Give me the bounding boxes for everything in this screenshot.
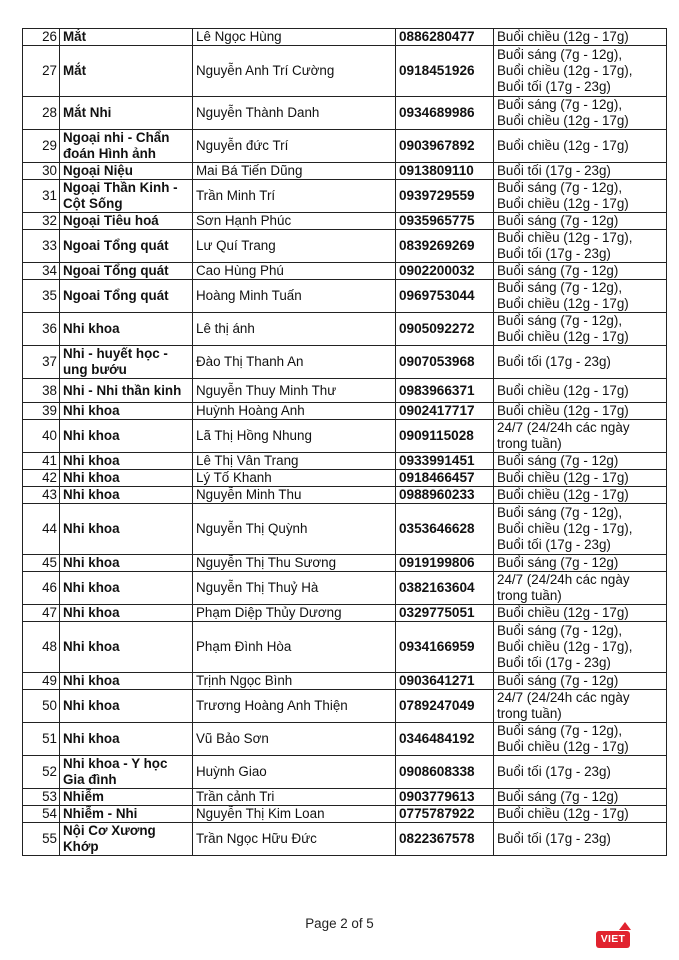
doctor-name-cell: Trương Hoàng Anh Thiện <box>193 690 396 723</box>
specialty-cell: Nhi khoa <box>60 690 193 723</box>
schedule-cell: Buổi sáng (7g - 12g) <box>494 555 667 572</box>
specialty-cell: Mắt <box>60 29 193 46</box>
viet-logo: VIET <box>596 931 630 948</box>
phone-cell: 0933991451 <box>396 453 494 470</box>
phone-cell: 0903779613 <box>396 789 494 806</box>
logo-mark-icon <box>619 922 631 930</box>
doctor-name-cell: Phạm Đình Hòa <box>193 622 396 673</box>
doctor-table-body <box>23 29 667 856</box>
table-row <box>23 723 667 756</box>
table-row <box>23 756 667 789</box>
row-number: 42 <box>23 470 60 487</box>
doctor-name-cell: Nguyễn Thị Thu Sương <box>193 555 396 572</box>
table-row <box>23 263 667 280</box>
page-number: Page 2 of 5 <box>305 916 374 931</box>
phone-cell: 0789247049 <box>396 690 494 723</box>
doctor-name-cell: Sơn Hạnh Phúc <box>193 213 396 230</box>
row-number: 26 <box>23 29 60 46</box>
table-row <box>23 605 667 622</box>
phone-cell: 0902200032 <box>396 263 494 280</box>
doctor-name-cell: Lý Tố Khanh <box>193 470 396 487</box>
doctor-name-cell: Phạm Diệp Thủy Dương <box>193 605 396 622</box>
specialty-cell: Nhi khoa <box>60 723 193 756</box>
schedule-cell: 24/7 (24/24h các ngày trong tuần) <box>494 572 667 605</box>
row-number: 51 <box>23 723 60 756</box>
table-row <box>23 420 667 453</box>
schedule-cell: Buổi chiều (12g - 17g) <box>494 130 667 163</box>
schedule-cell: Buổi sáng (7g - 12g) <box>494 263 667 280</box>
table-row <box>23 470 667 487</box>
specialty-cell: Nhi khoa <box>60 605 193 622</box>
doctor-name-cell: Trần Minh Trí <box>193 180 396 213</box>
table-row <box>23 313 667 346</box>
specialty-cell: Nhiễm - Nhi <box>60 806 193 823</box>
table-row <box>23 555 667 572</box>
doctor-name-cell: Lê Ngọc Hùng <box>193 29 396 46</box>
table-row <box>23 673 667 690</box>
table-row <box>23 789 667 806</box>
phone-cell: 0969753044 <box>396 280 494 313</box>
schedule-cell: Buổi sáng (7g - 12g), Buổi chiều (12g - 17g) <box>494 313 667 346</box>
doctor-name-cell: Đào Thị Thanh An <box>193 346 396 379</box>
phone-cell: 0939729559 <box>396 180 494 213</box>
specialty-cell: Nhi khoa <box>60 453 193 470</box>
row-number: 34 <box>23 263 60 280</box>
phone-cell: 0353646628 <box>396 504 494 555</box>
schedule-cell: Buổi sáng (7g - 12g), Buổi chiều (12g - 17g), Buổi tối (17g - 23g) <box>494 504 667 555</box>
specialty-cell: Nhi khoa <box>60 504 193 555</box>
row-number: 48 <box>23 622 60 673</box>
schedule-cell: Buổi tối (17g - 23g) <box>494 346 667 379</box>
table-row <box>23 379 667 403</box>
doctor-name-cell: Nguyễn Thành Danh <box>193 97 396 130</box>
specialty-cell: Ngoai Tổng quát <box>60 280 193 313</box>
row-number: 54 <box>23 806 60 823</box>
doctor-name-cell: Trần cảnh Tri <box>193 789 396 806</box>
row-number: 45 <box>23 555 60 572</box>
row-number: 40 <box>23 420 60 453</box>
row-number: 35 <box>23 280 60 313</box>
doctor-name-cell: Lã Thị Hồng Nhung <box>193 420 396 453</box>
row-number: 53 <box>23 789 60 806</box>
doctor-name-cell: Nguyễn Thị Kim Loan <box>193 806 396 823</box>
phone-cell: 0902417717 <box>396 403 494 420</box>
phone-cell: 0905092272 <box>396 313 494 346</box>
phone-cell: 0903967892 <box>396 130 494 163</box>
schedule-cell: Buổi tối (17g - 23g) <box>494 823 667 856</box>
doctor-name-cell: Huỳnh Hoàng Anh <box>193 403 396 420</box>
phone-cell: 0913809110 <box>396 163 494 180</box>
doctor-name-cell: Lê Thị Vân Trang <box>193 453 396 470</box>
doctor-name-cell: Lư Quí Trang <box>193 230 396 263</box>
phone-cell: 0822367578 <box>396 823 494 856</box>
table-row <box>23 29 667 46</box>
specialty-cell: Mắt Nhi <box>60 97 193 130</box>
row-number: 49 <box>23 673 60 690</box>
doctor-table <box>22 28 667 856</box>
specialty-cell: Nhi khoa <box>60 403 193 420</box>
table-row <box>23 403 667 420</box>
schedule-cell: Buổi chiều (12g - 17g), Buổi tối (17g - 23g) <box>494 230 667 263</box>
row-number: 27 <box>23 46 60 97</box>
row-number: 31 <box>23 180 60 213</box>
doctor-schedule-sheet <box>22 28 666 856</box>
phone-cell: 0775787922 <box>396 806 494 823</box>
specialty-cell: Nhi - Nhi thần kinh <box>60 379 193 403</box>
table-row <box>23 280 667 313</box>
specialty-cell: Nhi khoa <box>60 313 193 346</box>
doctor-name-cell: Huỳnh Giao <box>193 756 396 789</box>
specialty-cell: Nhi khoa <box>60 622 193 673</box>
doctor-name-cell: Nguyễn đức Trí <box>193 130 396 163</box>
row-number: 43 <box>23 487 60 504</box>
schedule-cell: 24/7 (24/24h các ngày trong tuần) <box>494 420 667 453</box>
table-row <box>23 97 667 130</box>
row-number: 50 <box>23 690 60 723</box>
doctor-name-cell: Lê thị ánh <box>193 313 396 346</box>
table-row <box>23 504 667 555</box>
specialty-cell: Nhi khoa <box>60 673 193 690</box>
table-row <box>23 163 667 180</box>
schedule-cell: 24/7 (24/24h các ngày trong tuần) <box>494 690 667 723</box>
phone-cell: 0983966371 <box>396 379 494 403</box>
table-row <box>23 180 667 213</box>
table-row <box>23 453 667 470</box>
phone-cell: 0382163604 <box>396 572 494 605</box>
phone-cell: 0934166959 <box>396 622 494 673</box>
doctor-name-cell: Nguyễn Thị Thuỷ Hà <box>193 572 396 605</box>
table-row <box>23 823 667 856</box>
row-number: 30 <box>23 163 60 180</box>
schedule-cell: Buổi tối (17g - 23g) <box>494 163 667 180</box>
row-number: 37 <box>23 346 60 379</box>
phone-cell: 0329775051 <box>396 605 494 622</box>
row-number: 29 <box>23 130 60 163</box>
doctor-name-cell: Trịnh Ngọc Bình <box>193 673 396 690</box>
specialty-cell: Nhi khoa <box>60 572 193 605</box>
table-row <box>23 346 667 379</box>
schedule-cell: Buổi sáng (7g - 12g) <box>494 453 667 470</box>
row-number: 36 <box>23 313 60 346</box>
phone-cell: 0919199806 <box>396 555 494 572</box>
row-number: 28 <box>23 97 60 130</box>
specialty-cell: Nhi khoa <box>60 470 193 487</box>
specialty-cell: Nhiễm <box>60 789 193 806</box>
table-row <box>23 213 667 230</box>
phone-cell: 0918451926 <box>396 46 494 97</box>
table-row <box>23 806 667 823</box>
schedule-cell: Buổi tối (17g - 23g) <box>494 756 667 789</box>
table-row <box>23 130 667 163</box>
phone-cell: 0934689986 <box>396 97 494 130</box>
table-row <box>23 690 667 723</box>
phone-cell: 0918466457 <box>396 470 494 487</box>
row-number: 39 <box>23 403 60 420</box>
phone-cell: 0935965775 <box>396 213 494 230</box>
schedule-cell: Buổi sáng (7g - 12g), Buổi chiều (12g - 17g) <box>494 180 667 213</box>
doctor-name-cell: Vũ Bảo Sơn <box>193 723 396 756</box>
table-row <box>23 572 667 605</box>
table-row <box>23 622 667 673</box>
schedule-cell: Buổi chiều (12g - 17g) <box>494 379 667 403</box>
specialty-cell: Nhi khoa <box>60 487 193 504</box>
table-row <box>23 230 667 263</box>
row-number: 47 <box>23 605 60 622</box>
specialty-cell: Ngoại Niệu <box>60 163 193 180</box>
row-number: 41 <box>23 453 60 470</box>
table-row <box>23 46 667 97</box>
row-number: 38 <box>23 379 60 403</box>
specialty-cell: Ngoai Tổng quát <box>60 263 193 280</box>
schedule-cell: Buổi sáng (7g - 12g), Buổi chiều (12g - 17g), Buổi tối (17g - 23g) <box>494 46 667 97</box>
row-number: 52 <box>23 756 60 789</box>
row-number: 33 <box>23 230 60 263</box>
phone-cell: 0886280477 <box>396 29 494 46</box>
doctor-name-cell: Hoàng Minh Tuấn <box>193 280 396 313</box>
specialty-cell: Nhi khoa <box>60 555 193 572</box>
schedule-cell: Buổi sáng (7g - 12g) <box>494 213 667 230</box>
row-number: 55 <box>23 823 60 856</box>
phone-cell: 0907053968 <box>396 346 494 379</box>
specialty-cell: Ngoai Tổng quát <box>60 230 193 263</box>
phone-cell: 0903641271 <box>396 673 494 690</box>
doctor-name-cell: Nguyễn Thuy Minh Thư <box>193 379 396 403</box>
row-number: 32 <box>23 213 60 230</box>
phone-cell: 0908608338 <box>396 756 494 789</box>
doctor-name-cell: Cao Hùng Phú <box>193 263 396 280</box>
doctor-name-cell: Nguyễn Thị Quỳnh <box>193 504 396 555</box>
specialty-cell: Nhi khoa - Y học Gia đình <box>60 756 193 789</box>
specialty-cell: Ngoại Thần Kinh - Cột Sống <box>60 180 193 213</box>
schedule-cell: Buổi chiều (12g - 17g) <box>494 470 667 487</box>
schedule-cell: Buổi sáng (7g - 12g), Buổi chiều (12g - 17g) <box>494 723 667 756</box>
row-number: 46 <box>23 572 60 605</box>
phone-cell: 0909115028 <box>396 420 494 453</box>
doctor-name-cell: Nguyễn Anh Trí Cường <box>193 46 396 97</box>
specialty-cell: Ngoại nhi - Chẩn đoán Hình ảnh <box>60 130 193 163</box>
doctor-name-cell: Trần Ngọc Hữu Đức <box>193 823 396 856</box>
row-number: 44 <box>23 504 60 555</box>
schedule-cell: Buổi chiều (12g - 17g) <box>494 806 667 823</box>
specialty-cell: Nội Cơ Xương Khớp <box>60 823 193 856</box>
specialty-cell: Ngoại Tiêu hoá <box>60 213 193 230</box>
phone-cell: 0839269269 <box>396 230 494 263</box>
specialty-cell: Nhi - huyết học - ung bướu <box>60 346 193 379</box>
schedule-cell: Buổi sáng (7g - 12g), Buổi chiều (12g - 17g), Buổi tối (17g - 23g) <box>494 622 667 673</box>
phone-cell: 0346484192 <box>396 723 494 756</box>
doctor-name-cell: Nguyễn Minh Thu <box>193 487 396 504</box>
table-row <box>23 487 667 504</box>
schedule-cell: Buổi sáng (7g - 12g) <box>494 673 667 690</box>
schedule-cell: Buổi sáng (7g - 12g) <box>494 789 667 806</box>
specialty-cell: Mắt <box>60 46 193 97</box>
schedule-cell: Buổi chiều (12g - 17g) <box>494 487 667 504</box>
schedule-cell: Buổi sáng (7g - 12g), Buổi chiều (12g - 17g) <box>494 280 667 313</box>
schedule-cell: Buổi sáng (7g - 12g), Buổi chiều (12g - 17g) <box>494 97 667 130</box>
schedule-cell: Buổi chiều (12g - 17g) <box>494 29 667 46</box>
doctor-name-cell: Mai Bá Tiến Dũng <box>193 163 396 180</box>
specialty-cell: Nhi khoa <box>60 420 193 453</box>
schedule-cell: Buổi chiều (12g - 17g) <box>494 605 667 622</box>
phone-cell: 0988960233 <box>396 487 494 504</box>
schedule-cell: Buổi chiều (12g - 17g) <box>494 403 667 420</box>
